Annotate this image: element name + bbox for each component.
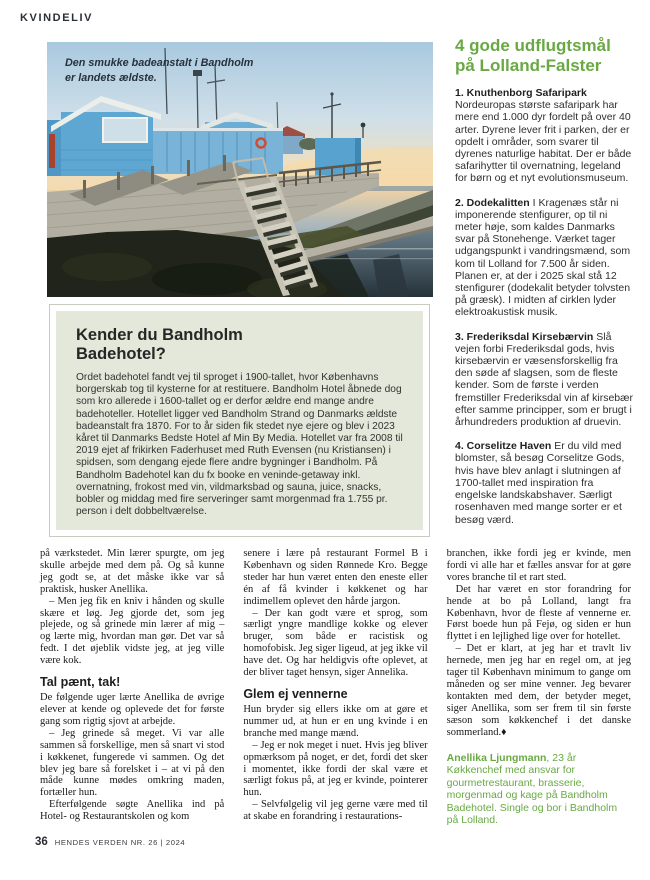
column-paragraph: – Der kan godt være et sprog, som særligt yngre mandlige kokke og elever bruger, som både er racistisk og homofobisk. Jeg siger ligeud, at jeg ikke vil have det. Og har heldigvis ofte oplevet, at der bliver taget hensyn, siger Annelika. xyxy=(243,607,428,679)
infobox-frame xyxy=(49,304,430,537)
infobox-badehotel xyxy=(56,311,423,530)
infobox-title xyxy=(76,326,403,364)
sidebar-title-line: på Lolland-Falster xyxy=(455,56,602,75)
column-subhead: Tal pænt, tak! xyxy=(40,675,121,690)
column-paragraph: Det har været en stor forandring for hende at bo på Lolland, langt fra København, hvor de fleste af vennerne er. Først boede hun på Fejø, og siden er hun flyttet i en lejlighed lige over for hotellet. xyxy=(446,583,631,643)
infobox-title-line: Kender du Bandholm xyxy=(76,326,243,344)
photo-caption xyxy=(65,56,253,86)
column-paragraph: på værkstedet. Min lærer spurgte, om jeg skulle arbejde med dem på. Og så kunne jeg godt se, at det måske ikke var så praktisk, husker Anellika. xyxy=(40,548,225,595)
column-paragraph: De følgende uger lærte Anellika de øvrige elever at kende og oplevede det for første gang som rigtig sjovt at arbejde. xyxy=(40,692,225,727)
column-paragraph: – Selvfølgelig vil jeg gerne være med til at skabe en forandring i restaurations- xyxy=(243,799,428,823)
column-paragraph: Efterfølgende søgte Anellika ind på Hotel- og Restaurantskolen og kom xyxy=(40,799,225,823)
caption-line: Den smukke badeanstalt i Bandholm xyxy=(65,57,254,69)
page-footer xyxy=(35,836,185,848)
column-paragraph: – Jeg grinede så meget. Vi var alle sammen så forskellige, men så snart vi stod i køkkenet, fungerede vi sammen. Og det blev jeg bare så forelsket i – at vi på den måde kunne mødes omkring maden, fortæller hun. xyxy=(40,727,225,799)
sidebar-item: 1. Knuthenborg Safaripark Nordeuropas største safaripark har mere end 1.000 dyr fordelt på over 40 arter. Dyrene lever frit i parken, der er opdelt i områder, som svarer til dyrenes naturlige habitat. Der er både safarihytter til overnatning, legeland for børn og et nyt evolutionsmuseum. xyxy=(455,87,632,185)
column-subhead: Glem ej vennerne xyxy=(243,686,348,701)
sidebar-title xyxy=(455,36,633,76)
article-column-2 xyxy=(243,548,427,827)
magazine-issue: HENDES VERDEN NR. 26 | 2024 xyxy=(54,838,186,847)
infobox-body: Ordet badehotel fandt vej til sproget i 1900-tallet, hvor Københavns borgerskab tog til kysterne for at restituere. Bandholm Hotel åbnede dog som kro allerede i 1600-tallet og er derfor ældre end mange andre badehoteller. Hotellet ligger ved Bandholm Strand og Danmarks ældste badeanstalt fra 1870. For to år siden fik stedet nye ejere og blev i 2023 kåret til Danmarks Bedste Hotel af Min By Media. Hotellet var fra 2008 til 2019 ejet af frikirken Faderhuset med Ruth Evensen (nu Kristiansen) i spidsen, som dengang ejede flere andre bygninger i Bandholm. På Bandholm Badehotel kan du fx booke en veninde-getaway inkl. overnatning, frokost med vin, vildmarksbad og sauna, juice, snacks, bobler og middag med fire serveringer samt morgenmad fra 1.755 pr. person i delt dobbeltværelse. xyxy=(76,372,403,518)
sidebar-item: 2. Dodekalitten I Kragenæs står ni imponerende stenfigurer, op til ni meter høje, som kaldes Danmarks svar på Stonehenge. Værket tager udgangspunkt i vandringsmænd, som kom til Lolland for 7.500 år siden. Planen er, at der i 2025 skal stå 12 stenfigurer (dodekalit betyder tolvsten på græsk). I midten af cirklen lyder elektroakustisk musik. xyxy=(455,196,631,319)
article-columns xyxy=(40,548,631,827)
section-label: KVINDELIV xyxy=(20,12,94,24)
infobox-title-line: Badehotel? xyxy=(76,345,166,363)
sidebar-excursions xyxy=(455,36,633,538)
column-paragraph: senere i lære på restaurant Formel B i København og siden Rønnede Kro. Begge steder har hun været enten den eneste eller én af få kvinder i køkkenet og har indimellem oplevet den hårde jargon. xyxy=(243,548,428,607)
column-paragraph: Hun bryder sig ellers ikke om at gøre et nummer ud, at hun er en ung kvinde i en branche med mange mænd. xyxy=(243,703,428,739)
sidebar-title-line: 4 gode udflugtsmål xyxy=(455,36,611,55)
byline-name-line xyxy=(447,752,631,765)
column-paragraph: – Det er klart, at jeg har et travlt liv hernede, men jeg har en regel om, at jeg tager til København minimum to gange om måneden og ser mine venner. Jeg bevarer kontakten med dem, der betyder meget, siger Anellika, som ser frem til sin første sæson som køkkenchef i det danske sommerland.♦ xyxy=(446,643,631,738)
byline-age: , 23 år xyxy=(546,751,577,764)
article-column-1 xyxy=(40,548,224,827)
byline-description: Køkkenchef med ansvar for gourmetrestaurant, brasserie, morgenmad og kage på Bandholm Badehotel. Single og bor i Bandholm på Lolland. xyxy=(446,764,618,826)
caption-line: er landets ældste. xyxy=(65,72,157,84)
column-paragraph: – Men jeg fik en kniv i hånden og skulle skære et løg. Jeg gjorde det, som jeg plejede, og så grinede min lærer af mig – og lærte mig, hvordan man gør. Det var så fedt. I det øjeblik vidste jeg, at jeg ville være kok. xyxy=(40,595,225,667)
page-number: 36 xyxy=(35,836,48,848)
column-paragraph: – Jeg er nok meget i nuet. Hvis jeg bliver opmærksom på noget, er det, fordi det sker i momentet, ikke fordi der skal være et særligt fokus på, at jeg er kvinde, pointerer hun. xyxy=(243,739,428,799)
sidebar-item: 3. Frederiksdal Kirsebærvin Slå vejen forbi Frederiksdal gods, hvis kirsebærvin er væsensforskellig fra den søde af slagsen, som de fleste kender. Som de første i verden fremstiller Frederiksdal vin af kirsebær efter samme principper, som er brugt i århundreders produktion af druevin. xyxy=(455,330,633,429)
byline-name: Anellika Ljungmann xyxy=(446,751,547,764)
article-column-3 xyxy=(447,548,631,827)
column-paragraph: branchen, ikke fordi jeg er kvinde, men fordi vi alle har et fælles ansvar for at gøre vores branche til et rart sted. xyxy=(446,548,631,583)
photo-badeanstalt xyxy=(47,42,433,297)
sidebar-item: 4. Corselitze Haven Er du vild med blomster, så besøg Corselitze Gods, hvis have blev anlagt i slutningen af 1700-tallet med inspiration fra engelske landskabshaver. Særligt rosenhaven med mange sorter er et besøg værd. xyxy=(455,440,625,526)
author-byline xyxy=(447,752,631,827)
sidebar-items xyxy=(455,87,633,526)
article-column-3-text xyxy=(447,548,631,739)
